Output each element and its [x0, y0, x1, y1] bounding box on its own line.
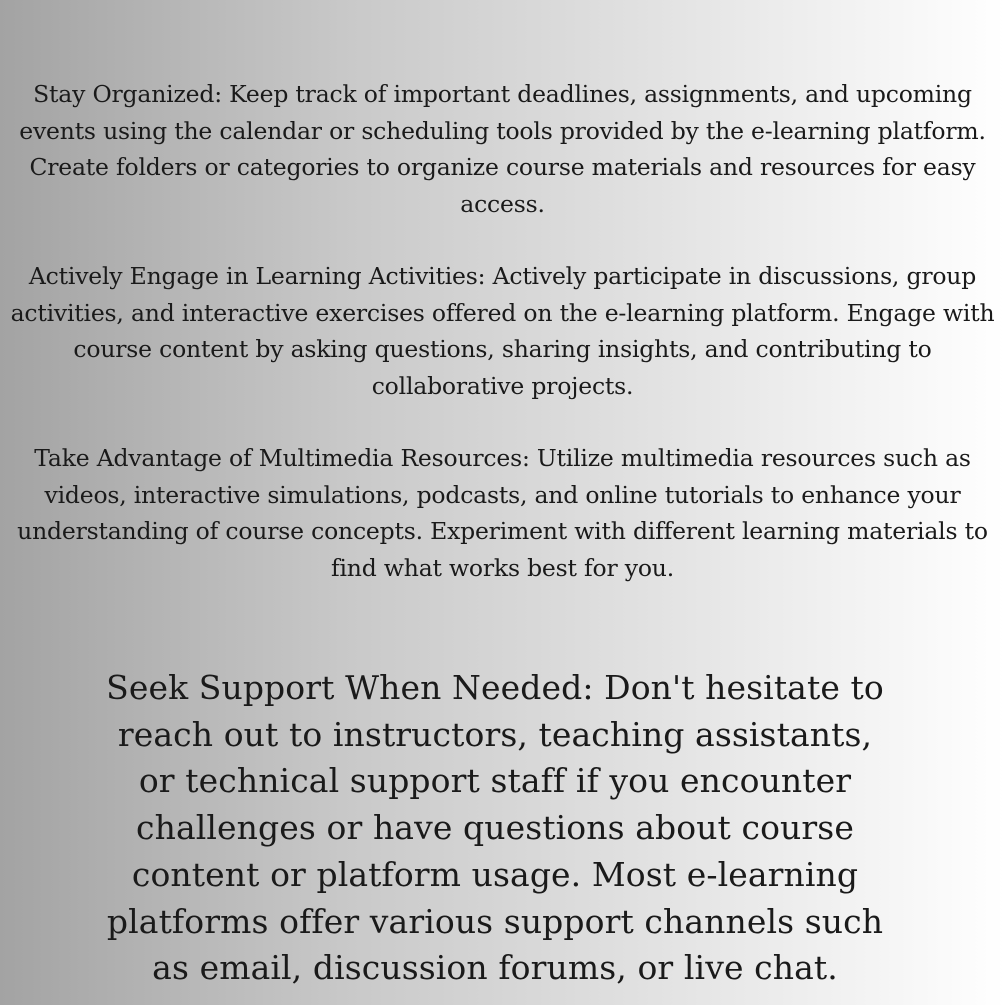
- tip-multimedia-resources: Take Advantage of Multimedia Resources: Utilize multimedia resources such as videos, interactive simulations, podcasts, and online tutorials to enhance your understanding of course concepts. Experiment with different learning materials to find what works best for you.: [17, 444, 988, 582]
- tip-stay-organized: Stay Organized: Keep track of important deadlines, assignments, and upcoming events using the calendar or scheduling tools provided by the e-learning platform. Create folders or categories to organize course materials and resources for easy access.: [19, 80, 986, 218]
- tip-seek-support: Seek Support When Needed: Don't hesitate to reach out to instructors, teaching assistants, or technical support staff if you encounter challenges or have questions about course content or platform usage. Most e-learning platforms offer various support channels such as email, discussion forums, or live chat.: [106, 668, 884, 988]
- tip-engage-learning: Actively Engage in Learning Activities: Actively participate in discussions, group activities, and interactive exercises offered on the e-learning platform. Engage with course content by asking questions, sharing insights, and contributing to collaborative projects.: [10, 262, 995, 400]
